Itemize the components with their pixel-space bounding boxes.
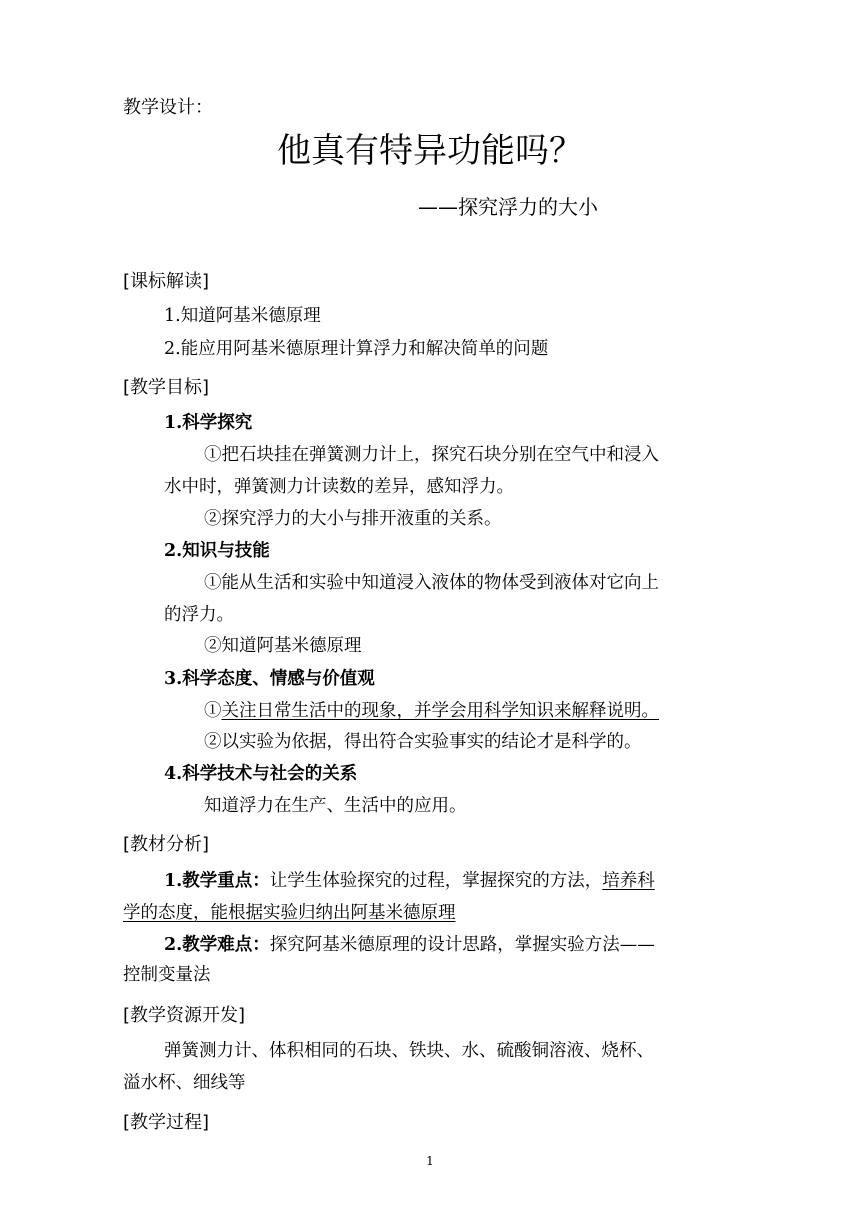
paragraph-line: ①把石块挂在弹簧测力计上，探究石块分别在空气中和浸入 xyxy=(204,445,659,465)
subsection-title-taidu: 3.科学态度、情感与价值观 xyxy=(164,669,375,689)
subsection-title-zhishi-jineng: 2.知识与技能 xyxy=(164,541,270,561)
page-title-text: 他真有特异功能吗？ xyxy=(277,131,583,171)
section-heading-ziyuan: [教学资源开发] xyxy=(123,1005,246,1026)
label-nandian: 2.教学难点： xyxy=(164,935,270,955)
underlined-text: 关注日常生活中的现象，并学会用科学知识来解释说明。 xyxy=(221,701,659,721)
paragraph-text: 探究阿基米德原理的设计思路，掌握实验方法—— xyxy=(269,935,655,955)
underlined-text: 培养科 xyxy=(602,871,655,891)
paragraph-line xyxy=(164,871,655,891)
paragraph-line: 知道浮力在生产、生活中的应用。 xyxy=(204,796,467,816)
page-number: 1 xyxy=(426,1154,434,1168)
label-zhongdian: 1.教学重点： xyxy=(164,871,270,891)
page-title xyxy=(0,130,860,172)
paragraph-line xyxy=(164,935,655,955)
list-item: 1.知道阿基米德原理 xyxy=(164,306,321,326)
paragraph-text: 让学生体验探究的过程，掌握探究的方法， xyxy=(269,871,603,891)
page-subtitle: ——探究浮力的大小 xyxy=(418,195,598,219)
paragraph-line xyxy=(123,903,456,923)
header-label: 教学设计： xyxy=(123,97,213,118)
subsection-title-shehui: 4.科学技术与社会的关系 xyxy=(164,764,358,784)
section-heading-kebiao: [课标解读] xyxy=(123,271,210,292)
paragraph-line: ①能从生活和实验中知道浸入液体的物体受到液体对它向上 xyxy=(204,573,659,593)
underlined-text: 学的态度，能根据实验归纳出阿基米德原理 xyxy=(123,903,456,923)
paragraph-line: ②以实验为依据，得出符合实验事实的结论才是科学的。 xyxy=(204,732,642,752)
paragraph-line: ②探究浮力的大小与排开液重的关系。 xyxy=(204,509,502,529)
paragraph-line xyxy=(204,701,659,721)
section-heading-fenxi: [教材分析] xyxy=(123,834,210,855)
paragraph-line: 的浮力。 xyxy=(164,605,234,625)
list-item: 2.能应用阿基米德原理计算浮力和解决简单的问题 xyxy=(164,339,549,359)
paragraph-line: 水中时，弹簧测力计读数的差异，感知浮力。 xyxy=(164,477,514,497)
paragraph-line: 控制变量法 xyxy=(123,965,211,985)
paragraph-line: 溢水杯、细线等 xyxy=(123,1073,246,1093)
section-heading-guocheng: [教学过程] xyxy=(123,1112,210,1133)
list-marker: ① xyxy=(204,701,222,721)
paragraph-line: ②知道阿基米德原理 xyxy=(204,636,362,656)
section-heading-mubiao: [教学目标] xyxy=(123,377,210,398)
subsection-title-kexue-tanjiu: 1.科学探究 xyxy=(164,413,253,433)
paragraph-line: 弹簧测力计、体积相同的石块、铁块、水、硫酸铜溶液、烧杯、 xyxy=(164,1041,654,1061)
